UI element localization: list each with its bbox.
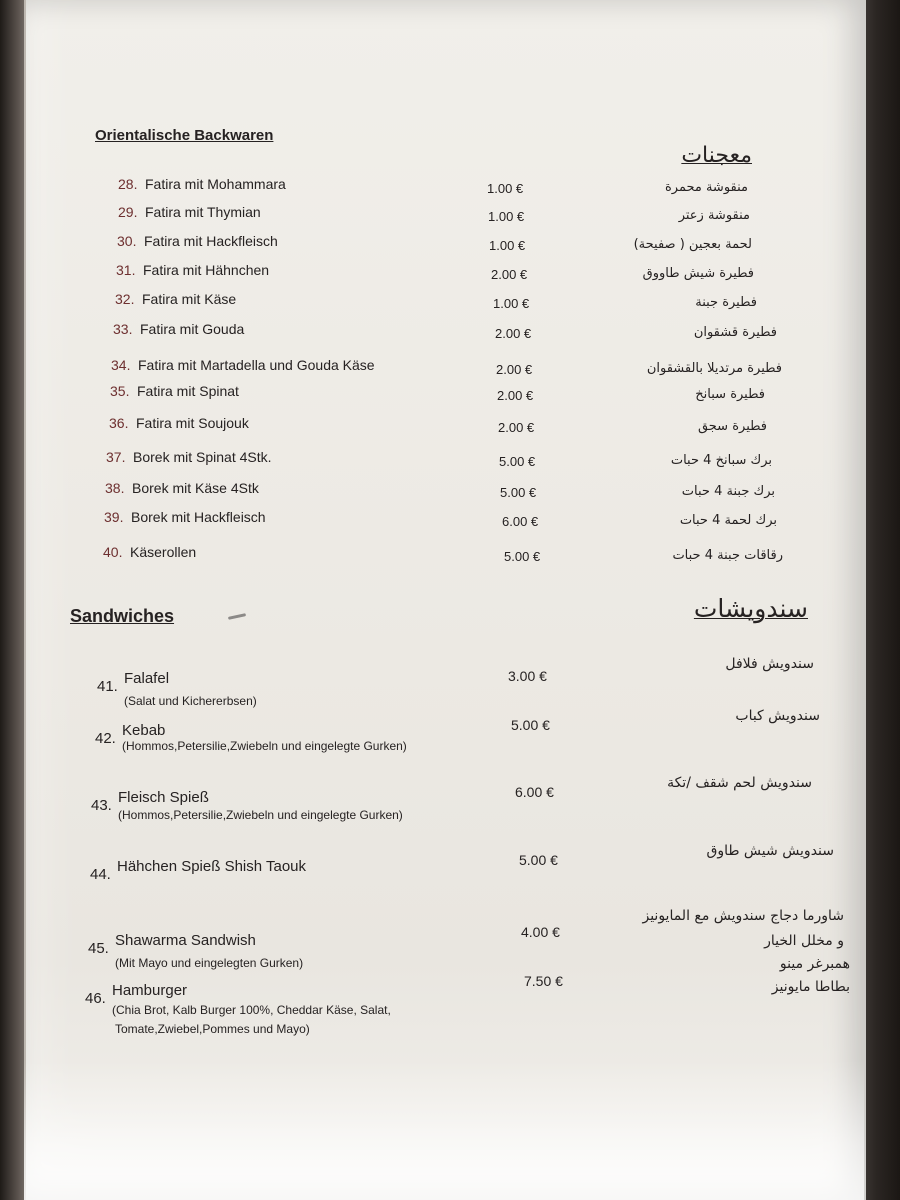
item-number: 38. <box>105 480 125 496</box>
item-number: 30. <box>117 233 137 249</box>
item-price: 5.00 € <box>511 717 550 733</box>
item-number: 28. <box>118 176 138 192</box>
item-name: Borek mit Käse 4Stk <box>132 480 259 496</box>
item-name-ar: منقوشة محمرة <box>664 180 748 195</box>
item-name-ar: رقاقات جبنة 4 حبات <box>672 548 783 563</box>
item-price: 4.00 € <box>521 924 560 940</box>
item-name-ar: فطيرة شيش طاووق <box>642 266 754 281</box>
sandwiches-title-de: Sandwiches <box>70 606 175 626</box>
item-name-ar: لحمة بعجين ( صفيحة) <box>633 237 752 252</box>
item-number: 44. <box>90 866 111 883</box>
item-name: Fatira mit Käse <box>142 291 237 307</box>
item-price: 2.00 € <box>498 420 535 435</box>
item-name-ar: برك جبنة 4 حبات <box>681 484 775 499</box>
item-price: 2.00 € <box>496 362 533 377</box>
item-name-ar: فطيرة قشقوان <box>693 325 777 340</box>
item-name: Fatira mit Gouda <box>140 321 245 337</box>
item-number: 39. <box>104 509 124 525</box>
item-name: Fatira mit Hackfleisch <box>144 233 278 249</box>
item-number: 40. <box>103 544 123 560</box>
item-name: Fleisch Spieß <box>118 789 209 806</box>
item-number: 31. <box>116 262 136 278</box>
item-name-ar: سندويش كباب <box>735 708 820 724</box>
item-name-ar: و مخلل الخيار <box>764 933 844 949</box>
item-price: 5.00 € <box>519 852 558 868</box>
item-name: Fatira mit Soujouk <box>136 415 249 431</box>
item-price: 3.00 € <box>508 668 547 684</box>
item-description: (Hommos,Petersilie,Zwiebeln und eingelegte Gurken) <box>118 808 403 822</box>
item-name-ar: فطيرة مرتديلا بالقشقوان <box>646 361 782 376</box>
item-price: 6.00 € <box>502 514 539 529</box>
item-number: 37. <box>106 449 126 465</box>
item-name: Borek mit Hackfleisch <box>131 509 266 525</box>
item-number: 33. <box>113 321 133 337</box>
item-price: 1.00 € <box>489 238 526 253</box>
item-number: 45. <box>88 940 109 957</box>
item-number: 35. <box>110 383 130 399</box>
item-name: Käserollen <box>130 544 197 560</box>
item-name-ar: فطيرة جبنة <box>695 295 757 310</box>
item-number: 41. <box>97 678 118 695</box>
item-name: Fatira mit Spinat <box>137 383 239 399</box>
item-name-ar: بطاطا مايونيز <box>771 979 850 995</box>
item-name: Kebab <box>122 722 166 739</box>
item-name-ar: برك لحمة 4 حبات <box>679 513 777 528</box>
item-name-ar: برك سبانخ 4 حبات <box>670 453 772 468</box>
item-price: 5.00 € <box>504 549 541 564</box>
item-number: 34. <box>111 357 131 373</box>
item-number: 42. <box>95 730 116 747</box>
item-description-line2: Tomate,Zwiebel,Pommes und Mayo) <box>115 1022 310 1036</box>
item-name: Fatira mit Thymian <box>145 204 261 220</box>
item-price: 5.00 € <box>499 454 536 469</box>
item-price: 1.00 € <box>488 209 525 224</box>
item-name-ar: فطيرة سبانخ <box>695 387 765 402</box>
item-name-ar: سندويش شيش طاوق <box>706 843 834 859</box>
item-number: 36. <box>109 415 129 431</box>
item-name: Hähchen Spieß Shish Taouk <box>117 858 307 875</box>
item-number: 32. <box>115 291 135 307</box>
item-name-ar: همبرغر مينو <box>779 956 850 972</box>
item-price: 5.00 € <box>500 485 537 500</box>
item-name-ar: شاورما دجاج سندويش مع المايونيز <box>642 908 844 924</box>
item-price: 6.00 € <box>515 784 554 800</box>
item-price: 1.00 € <box>493 296 530 311</box>
item-price: 1.00 € <box>487 181 524 196</box>
item-description: (Mit Mayo und eingelegten Gurken) <box>115 956 304 970</box>
item-price: 2.00 € <box>497 388 534 403</box>
item-name: Falafel <box>124 670 170 687</box>
item-name: Shawarma Sandwish <box>115 932 256 949</box>
item-description: (Salat und Kichererbsen) <box>124 694 257 708</box>
item-name: Fatira mit Martadella und Gouda Käse <box>138 357 375 373</box>
item-price: 7.50 € <box>524 973 563 989</box>
item-name-ar: منقوشة زعتر <box>678 208 750 223</box>
item-number: 43. <box>91 797 112 814</box>
item-name: Borek mit Spinat 4Stk. <box>133 449 272 465</box>
item-name-ar: سندويش فلافل <box>725 656 814 672</box>
item-price: 2.00 € <box>491 267 528 282</box>
item-price: 2.00 € <box>495 326 532 341</box>
item-name-ar: فطيرة سجق <box>697 419 767 434</box>
bakery-title-ar: معجنات <box>681 143 752 168</box>
sandwiches-title-ar: سندويشات <box>693 594 808 623</box>
item-name-ar: سندويش لحم شقف /تكة <box>667 775 812 791</box>
item-description: (Hommos,Petersilie,Zwiebeln und eingelegte Gurken) <box>122 739 407 753</box>
item-name: Hamburger <box>112 982 188 999</box>
item-name: Fatira mit Hähnchen <box>143 262 270 278</box>
item-number: 29. <box>118 204 138 220</box>
item-name: Fatira mit Mohammara <box>145 176 286 192</box>
item-number: 46. <box>85 990 106 1007</box>
bakery-title-de: Orientalische Backwaren <box>95 127 274 144</box>
item-description: (Chia Brot, Kalb Burger 100%, Cheddar Käse, Salat, <box>112 1003 391 1017</box>
